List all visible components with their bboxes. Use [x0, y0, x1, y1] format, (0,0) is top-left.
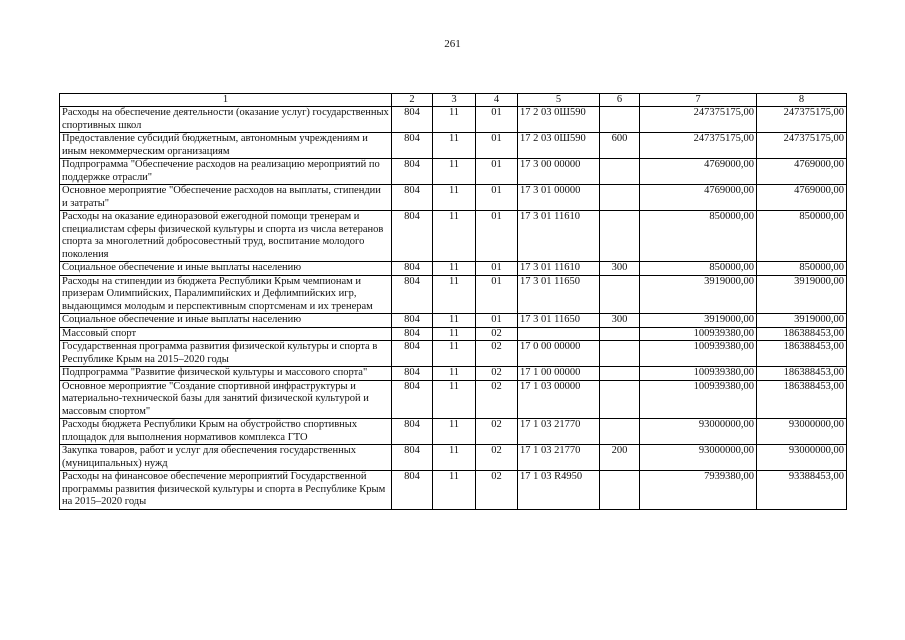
row-section-code-cell: 11 — [433, 314, 476, 328]
row-name-cell: Закупка товаров, работ и услуг для обеспечения государственных (муниципальных) нужд — [60, 445, 392, 471]
row-section-code-cell: 11 — [433, 262, 476, 276]
row-subsection-code-cell: 02 — [476, 419, 518, 445]
row-expense-type-cell — [600, 275, 640, 314]
row-expense-type-cell: 600 — [600, 133, 640, 159]
row-amount-year2-cell: 3919000,00 — [757, 314, 847, 328]
row-section-code-cell: 11 — [433, 445, 476, 471]
row-amount-year1-cell: 3919000,00 — [640, 314, 757, 328]
row-amount-year2-cell: 186388453,00 — [757, 341, 847, 367]
table-row — [60, 327, 847, 341]
table-row — [60, 107, 847, 133]
row-subsection-code-cell: 01 — [476, 159, 518, 185]
row-expense-type-cell — [600, 419, 640, 445]
row-section-code-cell: 11 — [433, 133, 476, 159]
row-amount-year1-cell: 100939380,00 — [640, 380, 757, 419]
row-name-cell: Основное мероприятие "Создание спортивной инфраструктуры и материально-технической базы для занятий физической культурой и массовым спортом" — [60, 380, 392, 419]
table-row — [60, 341, 847, 367]
row-ministry-code-cell: 804 — [392, 314, 433, 328]
row-expense-type-cell — [600, 327, 640, 341]
row-target-article-cell: 17 1 03 R4950 — [518, 471, 600, 510]
row-expense-type-cell — [600, 341, 640, 367]
row-amount-year2-cell: 4769000,00 — [757, 159, 847, 185]
row-subsection-code-cell: 01 — [476, 185, 518, 211]
row-amount-year2-cell: 186388453,00 — [757, 327, 847, 341]
row-expense-type-cell — [600, 471, 640, 510]
row-target-article-cell: 17 3 01 00000 — [518, 185, 600, 211]
table-row — [60, 471, 847, 510]
row-expense-type-cell — [600, 185, 640, 211]
row-ministry-code-cell: 804 — [392, 341, 433, 367]
row-ministry-code-cell: 804 — [392, 133, 433, 159]
row-section-code-cell: 11 — [433, 159, 476, 185]
row-amount-year2-cell: 850000,00 — [757, 262, 847, 276]
row-section-code-cell: 11 — [433, 380, 476, 419]
row-amount-year1-cell: 93000000,00 — [640, 419, 757, 445]
row-subsection-code-cell: 01 — [476, 275, 518, 314]
table-row — [60, 445, 847, 471]
row-ministry-code-cell: 804 — [392, 367, 433, 381]
row-subsection-code-cell: 02 — [476, 471, 518, 510]
row-expense-type-cell: 200 — [600, 445, 640, 471]
header-row — [60, 94, 847, 107]
row-expense-type-cell: 300 — [600, 262, 640, 276]
row-name-cell: Массовый спорт — [60, 327, 392, 341]
row-ministry-code-cell: 804 — [392, 327, 433, 341]
row-subsection-code-cell: 02 — [476, 367, 518, 381]
row-target-article-cell: 17 3 01 11650 — [518, 275, 600, 314]
row-expense-type-cell: 300 — [600, 314, 640, 328]
row-target-article-cell: 17 2 03 0Ш590 — [518, 133, 600, 159]
row-section-code-cell: 11 — [433, 107, 476, 133]
row-name-cell: Основное мероприятие "Обеспечение расходов на выплаты, стипендии и затраты" — [60, 185, 392, 211]
row-ministry-code-cell: 804 — [392, 211, 433, 262]
row-subsection-code-cell: 01 — [476, 262, 518, 276]
row-target-article-cell: 17 0 00 00000 — [518, 341, 600, 367]
row-target-article-cell: 17 1 03 21770 — [518, 445, 600, 471]
header-cell-6: 6 — [600, 94, 640, 107]
row-section-code-cell: 11 — [433, 327, 476, 341]
row-amount-year1-cell: 247375175,00 — [640, 107, 757, 133]
row-expense-type-cell — [600, 211, 640, 262]
table-row — [60, 275, 847, 314]
row-ministry-code-cell: 804 — [392, 471, 433, 510]
row-section-code-cell: 11 — [433, 185, 476, 211]
row-expense-type-cell — [600, 367, 640, 381]
row-amount-year2-cell: 186388453,00 — [757, 367, 847, 381]
row-amount-year2-cell: 93000000,00 — [757, 445, 847, 471]
row-amount-year2-cell: 186388453,00 — [757, 380, 847, 419]
header-cell-8: 8 — [757, 94, 847, 107]
row-amount-year1-cell: 93000000,00 — [640, 445, 757, 471]
row-amount-year2-cell: 3919000,00 — [757, 275, 847, 314]
row-amount-year1-cell: 850000,00 — [640, 211, 757, 262]
header-cell-4: 4 — [476, 94, 518, 107]
table-body — [60, 107, 847, 510]
row-name-cell: Подпрограмма "Развитие физической культуры и массового спорта" — [60, 367, 392, 381]
row-target-article-cell: 17 1 03 00000 — [518, 380, 600, 419]
header-cell-2: 2 — [392, 94, 433, 107]
row-section-code-cell: 11 — [433, 367, 476, 381]
row-target-article-cell: 17 1 03 21770 — [518, 419, 600, 445]
row-amount-year2-cell: 247375175,00 — [757, 107, 847, 133]
row-amount-year2-cell: 247375175,00 — [757, 133, 847, 159]
row-target-article-cell: 17 2 03 0Ш590 — [518, 107, 600, 133]
table-row — [60, 185, 847, 211]
row-subsection-code-cell: 01 — [476, 107, 518, 133]
row-section-code-cell: 11 — [433, 275, 476, 314]
row-name-cell: Социальное обеспечение и иные выплаты населению — [60, 262, 392, 276]
row-expense-type-cell — [600, 159, 640, 185]
row-subsection-code-cell: 02 — [476, 380, 518, 419]
table-row — [60, 419, 847, 445]
row-amount-year1-cell: 4769000,00 — [640, 185, 757, 211]
row-target-article-cell: 17 3 01 11610 — [518, 262, 600, 276]
row-expense-type-cell — [600, 380, 640, 419]
row-amount-year2-cell: 93000000,00 — [757, 419, 847, 445]
row-ministry-code-cell: 804 — [392, 185, 433, 211]
table-row — [60, 262, 847, 276]
row-subsection-code-cell: 02 — [476, 327, 518, 341]
row-name-cell: Расходы на финансовое обеспечение мероприятий Государственной программы развития физической культуры и спорта в Республике Крым на 2015–2020 годы — [60, 471, 392, 510]
row-amount-year1-cell: 4769000,00 — [640, 159, 757, 185]
row-subsection-code-cell: 01 — [476, 133, 518, 159]
row-amount-year2-cell: 850000,00 — [757, 211, 847, 262]
row-subsection-code-cell: 01 — [476, 314, 518, 328]
row-ministry-code-cell: 804 — [392, 159, 433, 185]
row-section-code-cell: 11 — [433, 419, 476, 445]
row-name-cell: Расходы на обеспечение деятельности (оказание услуг) государственных спортивных школ — [60, 107, 392, 133]
row-ministry-code-cell: 804 — [392, 419, 433, 445]
header-cell-5: 5 — [518, 94, 600, 107]
row-target-article-cell: 17 3 00 00000 — [518, 159, 600, 185]
header-cell-7: 7 — [640, 94, 757, 107]
row-amount-year2-cell: 93388453,00 — [757, 471, 847, 510]
row-section-code-cell: 11 — [433, 211, 476, 262]
row-subsection-code-cell: 02 — [476, 445, 518, 471]
row-section-code-cell: 11 — [433, 341, 476, 367]
budget-table — [59, 93, 847, 510]
row-ministry-code-cell: 804 — [392, 445, 433, 471]
row-subsection-code-cell: 01 — [476, 211, 518, 262]
row-name-cell: Подпрограмма "Обеспечение расходов на реализацию мероприятий по поддержке отрасли" — [60, 159, 392, 185]
row-amount-year1-cell: 7939380,00 — [640, 471, 757, 510]
table-row — [60, 159, 847, 185]
row-ministry-code-cell: 804 — [392, 275, 433, 314]
row-ministry-code-cell: 804 — [392, 107, 433, 133]
row-name-cell: Социальное обеспечение и иные выплаты населению — [60, 314, 392, 328]
row-target-article-cell: 17 1 00 00000 — [518, 367, 600, 381]
table-row — [60, 211, 847, 262]
page-number: 261 — [444, 38, 461, 50]
row-amount-year1-cell: 100939380,00 — [640, 327, 757, 341]
table-row — [60, 380, 847, 419]
row-name-cell: Предоставление субсидий бюджетным, автономным учреждениям и иным некоммерческим организациям — [60, 133, 392, 159]
row-amount-year1-cell: 3919000,00 — [640, 275, 757, 314]
header-cell-1: 1 — [60, 94, 392, 107]
row-target-article-cell — [518, 327, 600, 341]
row-expense-type-cell — [600, 107, 640, 133]
row-target-article-cell: 17 3 01 11610 — [518, 211, 600, 262]
row-amount-year1-cell: 850000,00 — [640, 262, 757, 276]
row-name-cell: Расходы на оказание единоразовой ежегодной помощи тренерам и специалистам сферы физической культуры и спорта из числа ветеранов спорта за многолетний добросовестный труд, воспитание молодого поколения — [60, 211, 392, 262]
row-amount-year1-cell: 247375175,00 — [640, 133, 757, 159]
header-cell-3: 3 — [433, 94, 476, 107]
row-amount-year2-cell: 4769000,00 — [757, 185, 847, 211]
row-amount-year1-cell: 100939380,00 — [640, 367, 757, 381]
row-ministry-code-cell: 804 — [392, 262, 433, 276]
row-ministry-code-cell: 804 — [392, 380, 433, 419]
row-name-cell: Расходы бюджета Республики Крым на обустройство спортивных площадок для выполнения нормативов комплекса ГТО — [60, 419, 392, 445]
row-subsection-code-cell: 02 — [476, 341, 518, 367]
table-row — [60, 314, 847, 328]
table-row — [60, 133, 847, 159]
row-name-cell: Расходы на стипендии из бюджета Республики Крым чемпионам и призерам Олимпийских, Паралимпийских и Дефлимпийских игр, выдающимся молодым и перспективным спортсменам и их тренерам — [60, 275, 392, 314]
table-row — [60, 367, 847, 381]
row-section-code-cell: 11 — [433, 471, 476, 510]
row-name-cell: Государственная программа развития физической культуры и спорта в Республике Крым на 2015–2020 годы — [60, 341, 392, 367]
row-amount-year1-cell: 100939380,00 — [640, 341, 757, 367]
row-target-article-cell: 17 3 01 11650 — [518, 314, 600, 328]
